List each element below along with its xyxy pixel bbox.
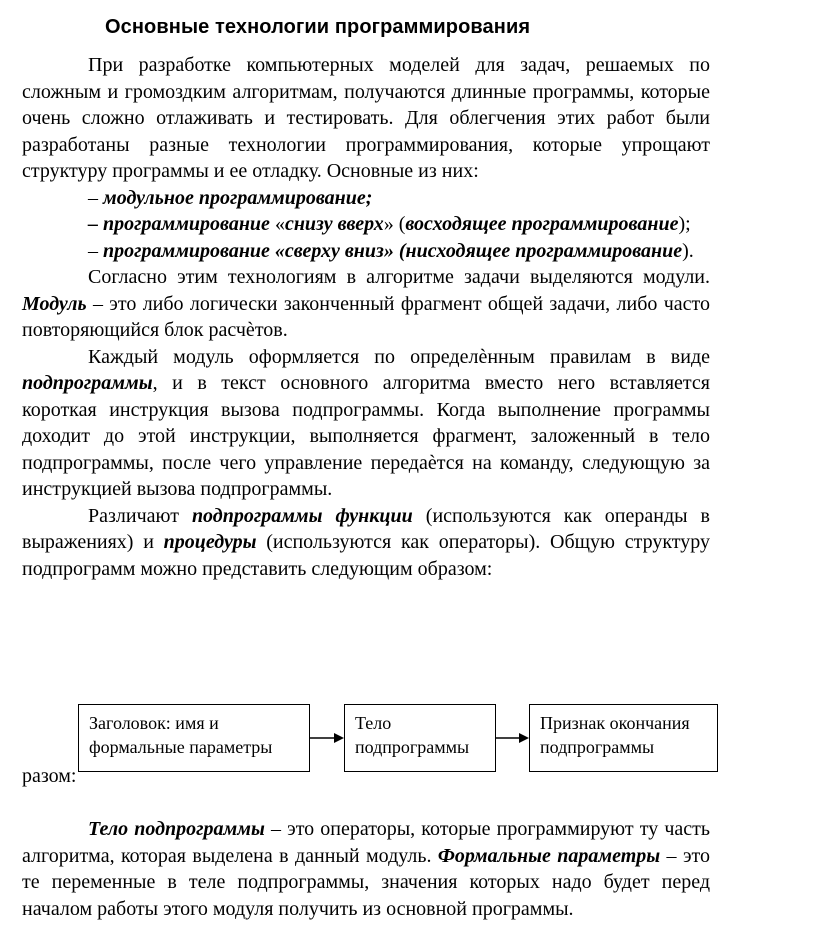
arrow-icon [496, 733, 529, 743]
term-module: Модуль [22, 292, 87, 315]
kinds-paragraph [22, 503, 710, 609]
list-item [22, 185, 710, 212]
list-term-quoted: снизу вверх [284, 213, 384, 235]
diagram-box-body: Тело подпрограммы [344, 704, 496, 772]
term-procedures: процедуры [163, 531, 257, 553]
text-run: (используются как операнды в выражениях) и [22, 504, 710, 553]
term-subprogram: подпрограммы [22, 372, 153, 394]
text-run: , и в текст основного алгоритма вместо него вставляется короткая инструкция вызова подпрограммы. Когда выполнение программы доходит до этой инструкции, выполняется фрагмент, заложенный в тело подпрограммы, после чего управление передаѐтся на команду, следующую за инструкцией вызова подпрограммы. [22, 372, 710, 500]
text-run: разом: [22, 765, 77, 787]
diagram-box-end: Признак окончания подпрограммы [529, 704, 718, 772]
term-body: Тело подпрограммы [88, 818, 265, 840]
arrow-icon [310, 733, 344, 743]
kinds-paragraph-tail [22, 763, 710, 816]
list-term: программирование «сверху вниз» (нисходящее программирование [103, 239, 683, 262]
modules-paragraph [22, 264, 710, 344]
list-item [22, 211, 710, 238]
quote-open: « [274, 213, 285, 235]
list-end: ). [682, 239, 694, 262]
text-block-main [22, 52, 710, 609]
definitions-paragraph [22, 816, 710, 922]
text-block-after-diagram [22, 763, 710, 922]
text-run: (используются как операторы). Общую структуру подпрограмм можно представить следующим образом: [22, 531, 710, 580]
text-run: Каждый модуль оформляется по определѐнным правилам в виде [88, 345, 710, 368]
list-term: модульное программирование; [103, 186, 373, 209]
list-dash: – [88, 239, 103, 262]
list-term-paren: восходящее программирование [405, 213, 679, 235]
text-run: Согласно этим технологиям в алгоритме задачи выделяются модули. [88, 266, 710, 288]
term-formal-params: Формальные параметры [437, 844, 661, 867]
text-run: Различают [88, 504, 192, 527]
list-end: ); [678, 213, 691, 235]
list-term: – программирование [88, 213, 275, 235]
text-run: – это операторы, которые программируют ту часть алгоритма, которая выделена в данный модуль. [22, 818, 711, 867]
list-item [22, 238, 710, 265]
text-run: – это те переменные в теле подпрограммы, значения которых надо будет перед началом работы этого модуля получить из основной программы. [22, 844, 711, 920]
text-run: – это либо логически законченный фрагмент общей задачи, либо часто повторяющийся блок расчѐтов. [22, 292, 710, 341]
page-title: Основные технологии программирования [105, 16, 531, 38]
term-functions: подпрограммы функции [191, 504, 413, 527]
intro-paragraph: При разработке компьютерных моделей для задач, решаемых по сложным и громоздким алгоритмам, получаются длинные программы, которые очень сложно отлаживать и тестировать. Для облегчения этих работ были разработаны разные технологии программирования, которые упрощают структуру программы и ее отладку. Основные из них: [22, 54, 710, 182]
subprograms-paragraph [22, 344, 710, 503]
diagram-box-header: Заголовок: имя и формальные параметры [78, 704, 310, 772]
list-dash: – [88, 186, 103, 209]
quote-close: » ( [383, 213, 406, 235]
